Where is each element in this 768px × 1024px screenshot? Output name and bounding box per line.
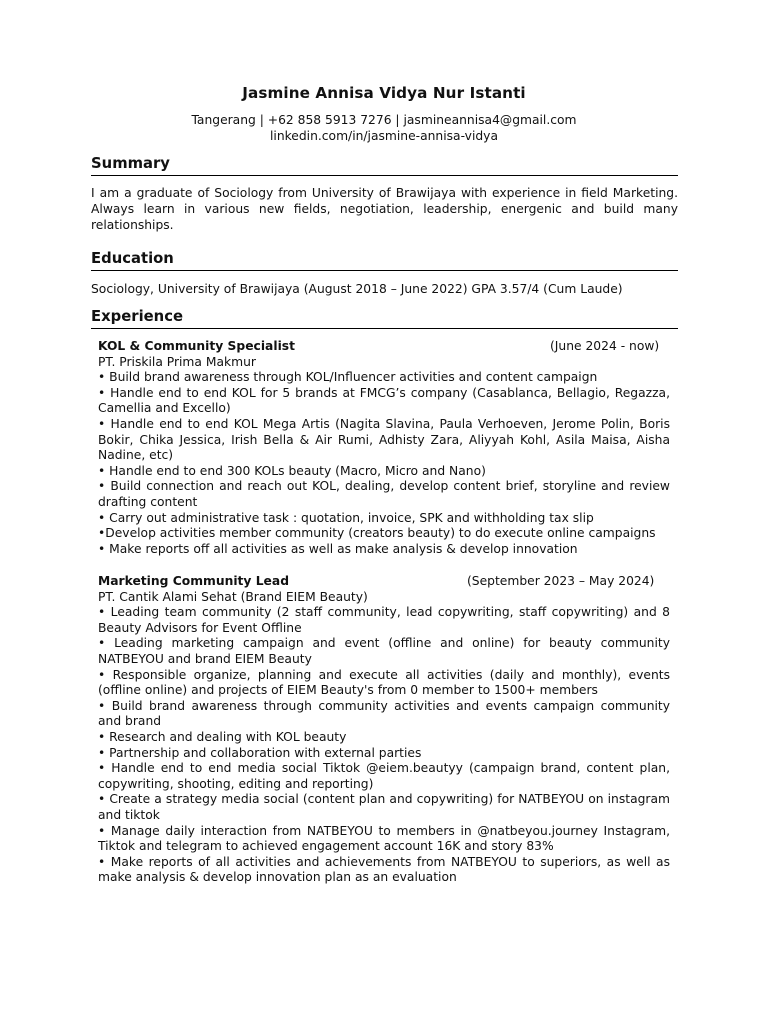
job-title: Marketing Community Lead: [98, 574, 289, 588]
job-dates: (September 2023 – May 2024): [467, 574, 655, 588]
summary-text: I am a graduate of Sociology from University of Brawijaya with experience in field Marketing. Always learn in various new fields, negotiation, leadership, energenic and build many relationships.: [91, 186, 678, 232]
job-bullet: • Manage daily interaction from NATBEYOU to members in @natbeyou.journey Instagram, Tiktok and telegram to achieved engagement account 16K and story 83%: [98, 823, 670, 854]
job-bullet: • Handle end to end 300 KOLs beauty (Macro, Micro and Nano): [98, 463, 486, 478]
job-dates: (June 2024 - now): [550, 339, 660, 353]
job-bullet: • Handle end to end KOL Mega Artis (Nagita Slavina, Paula Verhoeven, Jerome Polin, Boris Bokir, Chika Jessica, Irish Bella & Air Rumi, Adhisty Zara, Aliyyah Kohl, Asila Maisa, Aisha Nadine, etc): [98, 416, 670, 463]
job-entry: [98, 574, 670, 886]
job-bullet: • Make reports off all activities as well as make analysis & develop innovation: [98, 541, 578, 556]
job-entry: [98, 339, 670, 557]
job-bullet: • Handle end to end media social Tiktok @eiem.beautyy (campaign brand, content plan, copywriting, shooting, editing and reporting): [98, 761, 670, 791]
job-bullet: • Leading team community (2 staff community, lead copywriting, staff copywriting) and 8 Beauty Advisors for Event Offline: [98, 605, 670, 635]
job-bullet: •Develop activities member community (creators beauty) to do execute online campaigns: [98, 526, 656, 541]
job-bullet: • Create a strategy media social (content plan and copywriting) for NATBEYOU on instagram and tiktok: [98, 792, 670, 822]
education-heading: Education: [91, 250, 678, 271]
job-header: [98, 339, 670, 355]
experience-heading: Experience: [91, 308, 678, 329]
contact-line-1: Tangerang | +62 858 5913 7276 | jasmineannisa4@gmail.com: [191, 113, 577, 127]
company-name: PT. Cantik Alami Sehat (Brand EIEM Beauty): [98, 589, 368, 604]
candidate-name: Jasmine Annisa Vidya Nur Istanti: [242, 84, 526, 102]
job-bullet: • Responsible organize, planning and execute all activities (daily and monthly), events (offline online) and projects of EIEM Beauty's from 0 member to 1500+ members: [98, 667, 670, 698]
linkedin-url: linkedin.com/in/jasmine-annisa-vidya: [269, 128, 498, 143]
job-title: KOL & Community Specialist: [98, 339, 295, 353]
summary-heading: Summary: [91, 155, 678, 176]
job-bullet: • Carry out administrative task : quotation, invoice, SPK and withholding tax slip: [98, 510, 594, 525]
education-text: Sociology, University of Brawijaya (August 2018 – June 2022) GPA 3.57/4 (Cum Laude): [91, 282, 623, 296]
job-bullet: • Research and dealing with KOL beauty: [98, 729, 347, 744]
job-bullet: • Leading marketing campaign and event (offline and online) for beauty community NATBEYOU and brand EIEM Beauty: [98, 636, 670, 666]
job-bullet: • Handle end to end KOL for 5 brands at FMCG’s company (Casablanca, Bellagio, Regazza, Camellia and Excello): [98, 385, 670, 416]
job-bullet: • Build brand awareness through community activities and events campaign community and brand: [98, 698, 670, 729]
company-name: PT. Priskila Prima Makmur: [98, 354, 256, 369]
job-header: [98, 574, 670, 590]
job-bullet: • Partnership and collaboration with external parties: [98, 745, 422, 760]
job-bullet: • Make reports of all activities and achievements from NATBEYOU to superiors, as well as make analysis & develop innovation plan as an evaluation: [98, 854, 670, 885]
contact-info: [0, 113, 768, 144]
job-bullet: • Build connection and reach out KOL, dealing, develop content brief, storyline and review drafting content: [98, 479, 670, 509]
job-bullet: • Build brand awareness through KOL/Influencer activities and content campaign: [98, 370, 598, 385]
